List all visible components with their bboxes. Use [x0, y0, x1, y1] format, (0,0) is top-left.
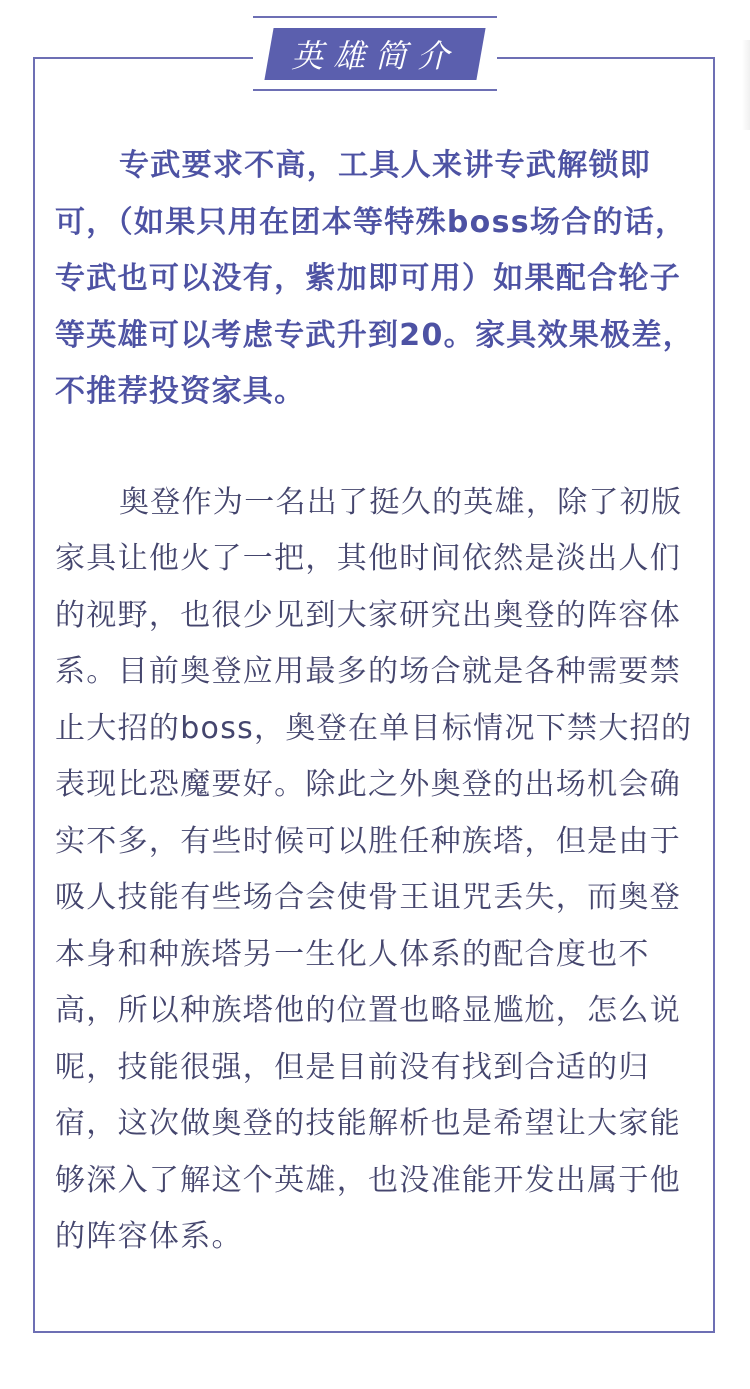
section-title: 英雄简介: [290, 37, 459, 75]
header-top-rule: [253, 16, 497, 18]
paragraph-weapon-advice: [55, 138, 695, 421]
paragraph-text: 奥登作为一名出了挺久的英雄，除了初版家具让他火了一把，其他时间依然是淡出人们的视野，也很少见到大家研究出奥登的阵容体系。目前奥登应用最多的场合就是各种需要禁止大招的boss，奥登在单目标情况下禁大招的表现比恐魔要好。除此之外奥登的出场机会确实不多，有些时候可以胜任种族塔，但是由于吸人技能有些场合会使骨王诅咒丢失，而奥登本身和种族塔另一生化人体系的配合度也不高，所以种族塔他的位置也略显尴尬，怎么说呢，技能很强，但是目前没有找到合适的归宿，这次做奥登的技能解析也是希望让大家能够深入了解这个英雄，也没准能开发出属于他的阵容体系。: [55, 484, 693, 1254]
header-bottom-rule: [253, 89, 497, 91]
page-edge-shadow: [742, 40, 750, 130]
paragraph-hero-overview: [55, 475, 695, 1266]
paragraph-spacer: [55, 421, 695, 475]
article-body: [55, 138, 695, 1266]
section-title-badge: [264, 28, 485, 80]
paragraph-text: 专武要求不高，工具人来讲专武解锁即可，（如果只用在团本等特殊boss场合的话，专武也可以没有，紫加即可用）如果配合轮子等英雄可以考虑专武升到20。家具效果极差，不推荐投资家具。: [55, 148, 695, 409]
section-header: [253, 16, 497, 92]
